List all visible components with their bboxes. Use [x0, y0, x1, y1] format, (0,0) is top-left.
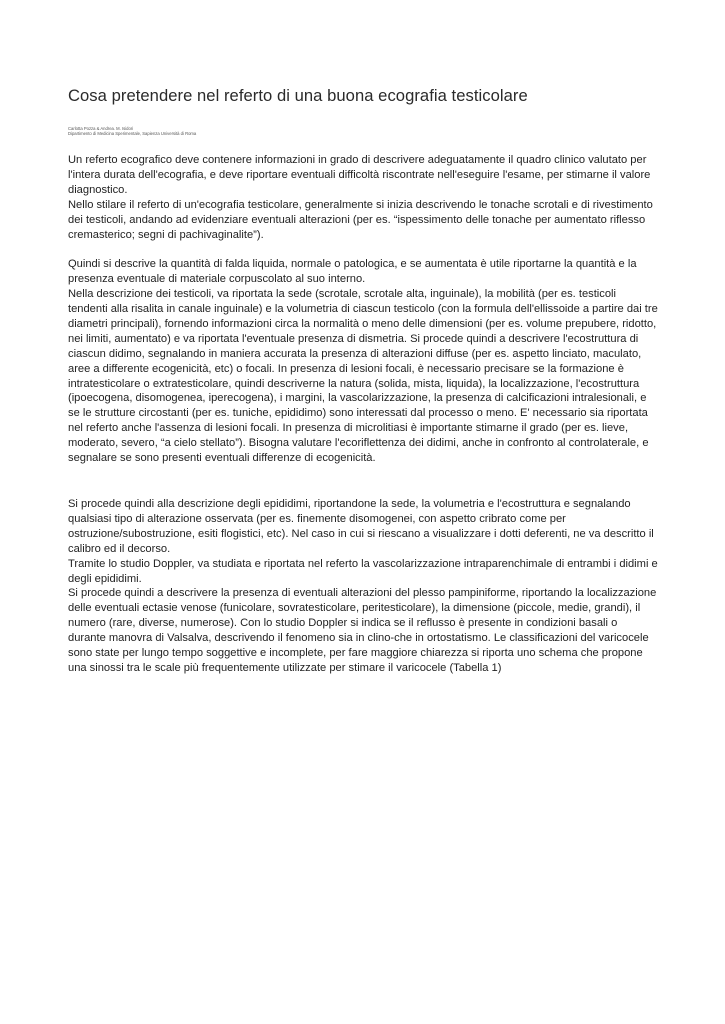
paragraph: Nello stilare il referto di un'ecografia testicolare, generalmente si inizia descrivendo le tonache scrotali e di rivestimento dei testicoli, andando ad evidenziare eventuali alterazioni (per es. “ispessimento delle tonache per aumentato riflesso cremasterico; segni di pachivaginalite”). [68, 198, 653, 241]
paragraph: Tramite lo studio Doppler, va studiata e riportata nel referto la vascolarizzazione intraparenchimale di entrambi i didimi e degli epididimi. [68, 557, 658, 585]
author-block [68, 126, 196, 136]
paragraph: Un referto ecografico deve contenere informazioni in grado di descrivere adeguatamente il quadro clinico valutato per l'intera durata dell'ecografia, e deve riportare eventuali difficoltà riscontrate nell'eseguire l'esame, per stimarne il valore diagnostico. [68, 154, 651, 196]
document-title: Cosa pretendere nel referto di una buona ecografia testicolare [68, 86, 528, 105]
paragraph: Quindi si descrive la quantità di falda liquida, normale o patologica, e se aumentata è utile riportarne la quantità e la presenza eventuale di materiale corpuscolato al suo interno. [68, 258, 637, 286]
paragraph: Nella descrizione dei testicoli, va riportata la sede (scrotale, scrotale alta, inguinale), la mobilità (per es. testicoli tendenti alla risalita in canale inguinale) e la volumetria di ciascun testicolo (con la formula dell'ellissoide a partire dai tre diametri principali), fornendo informazioni circa la normalità o meno delle dimensioni (per es. volume prepubere, ridotto, nei limiti, aumentato) e va riportata l'eventuale presenza di dismetria. Si procede quindi a descrivere l'ecostruttura di ciascun didimo, segnalando in maniera accurata la presenza di alterazioni diffuse (per es. aspetto linciato, maculato, aree a differente ecogenicità, etc) o focali. In presenza di lesioni focali, è necessario precisare se la formazione è intratesticolare o extratesticolare, quindi descriverne la natura (solida, mista, liquida), la localizzazione, l'ecostruttura (ipoecogena, disomogenea, iperecogena), i margini, la vascolarizzazione, la presenza di calcificazioni intralesionali, e se le strutture circostanti (per es. tuniche, epididimo) sono interessati dal processo o meno. E' necessario sia riportata nel referto anche l'assenza di lesioni focali. In presenza di microlitiasi è importante stimarne il grado (per es. lieve, moderato, severo, “a cielo stellato”). Bisogna valutare l'ecoriflettenza dei didimi, anche in confronto al controlaterale, e segnalare se sono presenti eventuali differenze di ecogenicità. [68, 288, 658, 465]
paragraph: Si procede quindi a descrivere la presenza di eventuali alterazioni del plesso pampiniforme, riportando la localizzazione delle eventuali ectasie venose (funicolare, sovratesticolare, peritesticolare), la dimensione (piccole, medie, grandi), il numero (rare, diverse, numerose). Con lo studio Doppler si indica se il reflusso è presente in condizioni basali o durante manovra di Valsalva, descrivendo il fenomeno sia in clino-che in ortostatismo. Le classificazioni del varicocele sono state per lungo tempo soggettive e incomplete, per fare maggiore chiarezza si riporta uno schema che propone una sinossi tra le scale più frequentemente utilizzate per stimare il varicocele (Tabella 1) [68, 587, 657, 674]
author-affiliation: Dipartimento di Medicina Sperimentale, Sapienza Università di Roma [68, 131, 197, 136]
paragraph-spacer [68, 466, 658, 497]
document-body [68, 153, 658, 676]
paragraph-spacer [68, 242, 658, 257]
author-names: Carlotta Pozza & Andrea. M. Isidori [68, 126, 134, 131]
paragraph: Si procede quindi alla descrizione degli epididimi, riportandone la sede, la volumetria e l'ecostruttura e segnalando qualsiasi tipo di alterazione osservata (per es. finemente disomogenei, con aspetto cribrato come per ostruzione/subostruzione, esiti flogistici, etc). Nel caso in cui si riescano a visualizzare i dotti deferenti, ne va descritto il calibro ed il decorso. [68, 498, 654, 555]
